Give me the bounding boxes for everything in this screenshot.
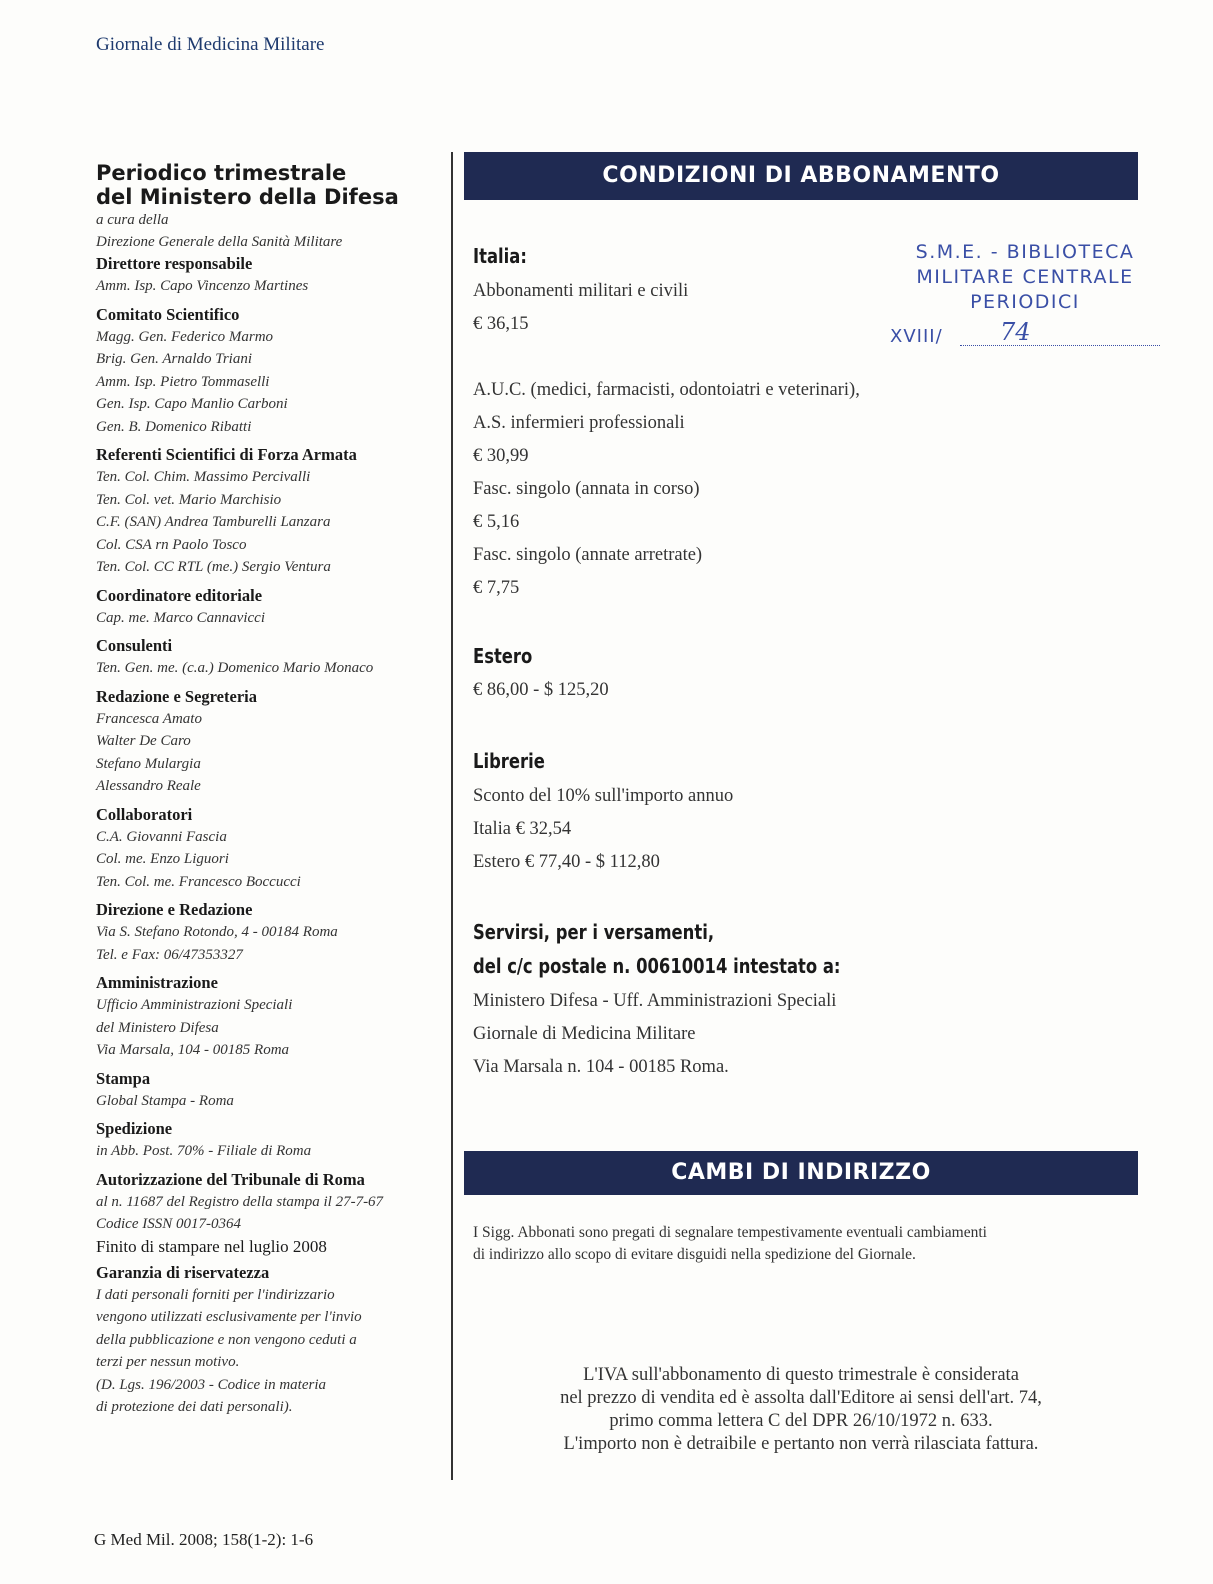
- masthead: [96, 161, 441, 1419]
- notice-line: I Sigg. Abbonati sono pregati di segnalare tempestivamente eventuali cambiamenti: [473, 1224, 987, 1241]
- subscription-price: € 30,99: [473, 446, 529, 466]
- masthead-section-line: Ten. Col. me. Francesco Boccucci: [96, 873, 301, 890]
- masthead-section-line: Alessandro Reale: [96, 778, 201, 794]
- footer-citation: G Med Mil. 2008; 158(1-2): 1-6: [94, 1530, 314, 1549]
- masthead-section-heading: Amministrazione: [96, 973, 218, 992]
- subscription-price: € 7,75: [473, 578, 520, 598]
- address-change-banner: CAMBI DI INDIRIZZO: [464, 1151, 1138, 1195]
- payment-heading: del c/c postale n. 00610014 intestato a:: [473, 954, 841, 978]
- masthead-section: [96, 1068, 441, 1113]
- masthead-section-heading: Stampa: [96, 1068, 151, 1088]
- iva-line: L'IVA sull'abbonamento di questo trimestrale è considerata: [583, 1365, 1019, 1385]
- masthead-section-line: Amm. Isp. Pietro Tommaselli: [96, 373, 270, 390]
- masthead-section-heading: Direttore responsabile: [96, 254, 253, 273]
- notice-line: di indirizzo allo scopo di evitare disguidi nella spedizione del Giornale.: [473, 1246, 916, 1263]
- masthead-section-heading: Comitato Scientifico: [96, 304, 240, 324]
- italia-heading: Italia:: [473, 244, 527, 268]
- masthead-section-line: del Ministero Difesa: [96, 1019, 219, 1036]
- masthead-section: [96, 635, 441, 680]
- privacy-line: terzi per nessun motivo.: [96, 1354, 240, 1370]
- masthead-section-line: Via Marsala, 104 - 00185 Roma: [96, 1042, 290, 1058]
- privacy-line: di protezione dei dati personali).: [96, 1399, 293, 1415]
- privacy-line: vengono utilizzati esclusivamente per l'invio: [96, 1309, 362, 1325]
- payment-line: Ministero Difesa - Uff. Amministrazioni Speciali: [473, 991, 837, 1011]
- masthead-section: [96, 444, 441, 579]
- masthead-section-line: al n. 11687 del Registro della stampa il 27-7-67: [96, 1193, 384, 1210]
- masthead-section-line: Stefano Mulargia: [96, 755, 201, 772]
- privacy-line: (D. Lgs. 196/2003 - Codice in materia: [96, 1376, 326, 1393]
- subscription-banner: CONDIZIONI DI ABBONAMENTO: [464, 152, 1138, 200]
- masthead-section-heading: Referenti Scientifici di Forza Armata: [96, 445, 357, 464]
- payment-line: Via Marsala n. 104 - 00185 Roma.: [473, 1057, 729, 1077]
- subscription-line: A.U.C. (medici, farmacisti, odontoiatri e veterinari),: [473, 380, 860, 400]
- masthead-section-line: C.F. (SAN) Andrea Tamburelli Lanzara: [96, 514, 331, 530]
- subscription-price: € 5,16: [473, 512, 520, 532]
- masthead-section-line: Ten. Col. vet. Mario Marchisio: [96, 491, 282, 508]
- librerie-heading: Librerie: [473, 749, 545, 773]
- stamp-line: PERIODICI: [970, 291, 1080, 313]
- column-divider: [451, 152, 453, 1480]
- masthead-section-line: Gen. Isp. Capo Manlio Carboni: [96, 396, 288, 412]
- stamp-rule: [960, 345, 1160, 346]
- iva-line: primo comma lettera C del DPR 26/10/1972 n. 633.: [609, 1411, 993, 1431]
- payment-line: Giornale di Medicina Militare: [473, 1024, 696, 1044]
- masthead-section-line: Ufficio Amministrazioni Speciali: [96, 997, 293, 1013]
- masthead-section-heading: Consulenti: [96, 636, 173, 655]
- masthead-section-line: Via S. Stefano Rotondo, 4 - 00184 Roma: [96, 924, 338, 940]
- address-change-notice: [473, 1222, 1138, 1266]
- masthead-section-line: Tel. e Fax: 06/47353327: [96, 946, 243, 963]
- iva-note: [464, 1364, 1138, 1456]
- subscription-price: Italia € 32,54: [473, 819, 572, 839]
- masthead-section-line: Magg. Gen. Federico Marmo: [96, 328, 274, 345]
- stamp-line: S.M.E. - BIBLIOTECA: [915, 241, 1135, 263]
- masthead-section-line: Francesca Amato: [96, 710, 202, 727]
- masthead-section-line: in Abb. Post. 70% - Filiale di Roma: [96, 1143, 312, 1159]
- masthead-title: [96, 161, 441, 209]
- masthead-section-heading: Collaboratori: [96, 804, 193, 824]
- masthead-section-line: Walter De Caro: [96, 733, 191, 749]
- running-head: Giornale di Medicina Militare: [96, 34, 325, 55]
- printed-note: Finito di stampare nel luglio 2008: [96, 1236, 327, 1256]
- masthead-section-heading: Redazione e Segreteria: [96, 686, 257, 706]
- masthead-section-line: Brig. Gen. Arnaldo Triani: [96, 351, 252, 367]
- privacy-section: [96, 1262, 441, 1419]
- masthead-section: [96, 1118, 441, 1163]
- subscription-price: € 86,00 - $ 125,20: [473, 680, 609, 700]
- masthead-section-heading: Coordinatore editoriale: [96, 585, 263, 605]
- iva-line: nel prezzo di vendita ed è assolta dall'Editore ai sensi dell'art. 74,: [560, 1388, 1042, 1408]
- masthead-section: [96, 585, 441, 630]
- stamp-handwritten-number: 74: [1000, 318, 1031, 346]
- masthead-section-line: Col. CSA rn Paolo Tosco: [96, 536, 247, 553]
- masthead-section-line: Cap. me. Marco Cannavicci: [96, 609, 265, 626]
- subscription-line: Fasc. singolo (annate arretrate): [473, 545, 703, 565]
- privacy-heading: Garanzia di riservatezza: [96, 1262, 270, 1282]
- subscription-line: A.S. infermieri professionali: [473, 413, 685, 433]
- masthead-section-line: Codice ISSN 0017-0364: [96, 1216, 241, 1232]
- masthead-section: [96, 1169, 441, 1236]
- library-stamp: [870, 240, 1180, 315]
- payment-heading: Servirsi, per i versamenti,: [473, 920, 715, 944]
- stamp-line: MILITARE CENTRALE: [916, 266, 1134, 288]
- masthead-section-heading: Direzione e Redazione: [96, 900, 253, 919]
- masthead-subtitle: Direzione Generale della Sanità Militare: [96, 234, 343, 250]
- masthead-section: [96, 899, 441, 966]
- subscription-line: Abbonamenti militari e civili: [473, 281, 689, 301]
- estero-heading: Estero: [473, 644, 533, 668]
- masthead-subtitle: a cura della: [96, 212, 169, 228]
- masthead-section-line: Col. me. Enzo Liguori: [96, 851, 229, 867]
- masthead-section-line: Ten. Col. Chim. Massimo Percivalli: [96, 469, 311, 485]
- iva-line: L'importo non è detraibile e pertanto non verrà rilasciata fattura.: [563, 1434, 1039, 1454]
- privacy-line: della pubblicazione e non vengono ceduti a: [96, 1331, 357, 1348]
- masthead-section-line: C.A. Giovanni Fascia: [96, 828, 227, 845]
- masthead-title-line: del Ministero della Difesa: [96, 185, 399, 209]
- subscription-price: Estero € 77,40 - $ 112,80: [473, 852, 660, 872]
- stamp-number-prefix: XVIII/: [890, 326, 943, 347]
- masthead-sections: [96, 253, 441, 1236]
- subscription-price: € 36,15: [473, 314, 529, 334]
- masthead-section: [96, 686, 441, 798]
- privacy-line: I dati personali forniti per l'indirizzario: [96, 1286, 335, 1303]
- subscription-line: Sconto del 10% sull'importo annuo: [473, 786, 734, 806]
- masthead-section-heading: Autorizzazione del Tribunale di Roma: [96, 1169, 365, 1189]
- masthead-section: [96, 304, 441, 439]
- masthead-section-line: Amm. Isp. Capo Vincenzo Martines: [96, 278, 309, 294]
- masthead-section-line: Ten. Gen. me. (c.a.) Domenico Mario Monaco: [96, 660, 374, 676]
- subscription-line: Fasc. singolo (annata in corso): [473, 479, 700, 499]
- masthead-section-line: Gen. B. Domenico Ribatti: [96, 418, 252, 435]
- masthead-section: [96, 972, 441, 1062]
- masthead-section-line: Ten. Col. CC RTL (me.) Sergio Ventura: [96, 559, 331, 575]
- masthead-title-line: Periodico trimestrale: [96, 161, 347, 185]
- masthead-section: [96, 253, 441, 298]
- masthead-section-line: Global Stampa - Roma: [96, 1092, 234, 1109]
- masthead-section: [96, 804, 441, 894]
- masthead-section-heading: Spedizione: [96, 1119, 173, 1138]
